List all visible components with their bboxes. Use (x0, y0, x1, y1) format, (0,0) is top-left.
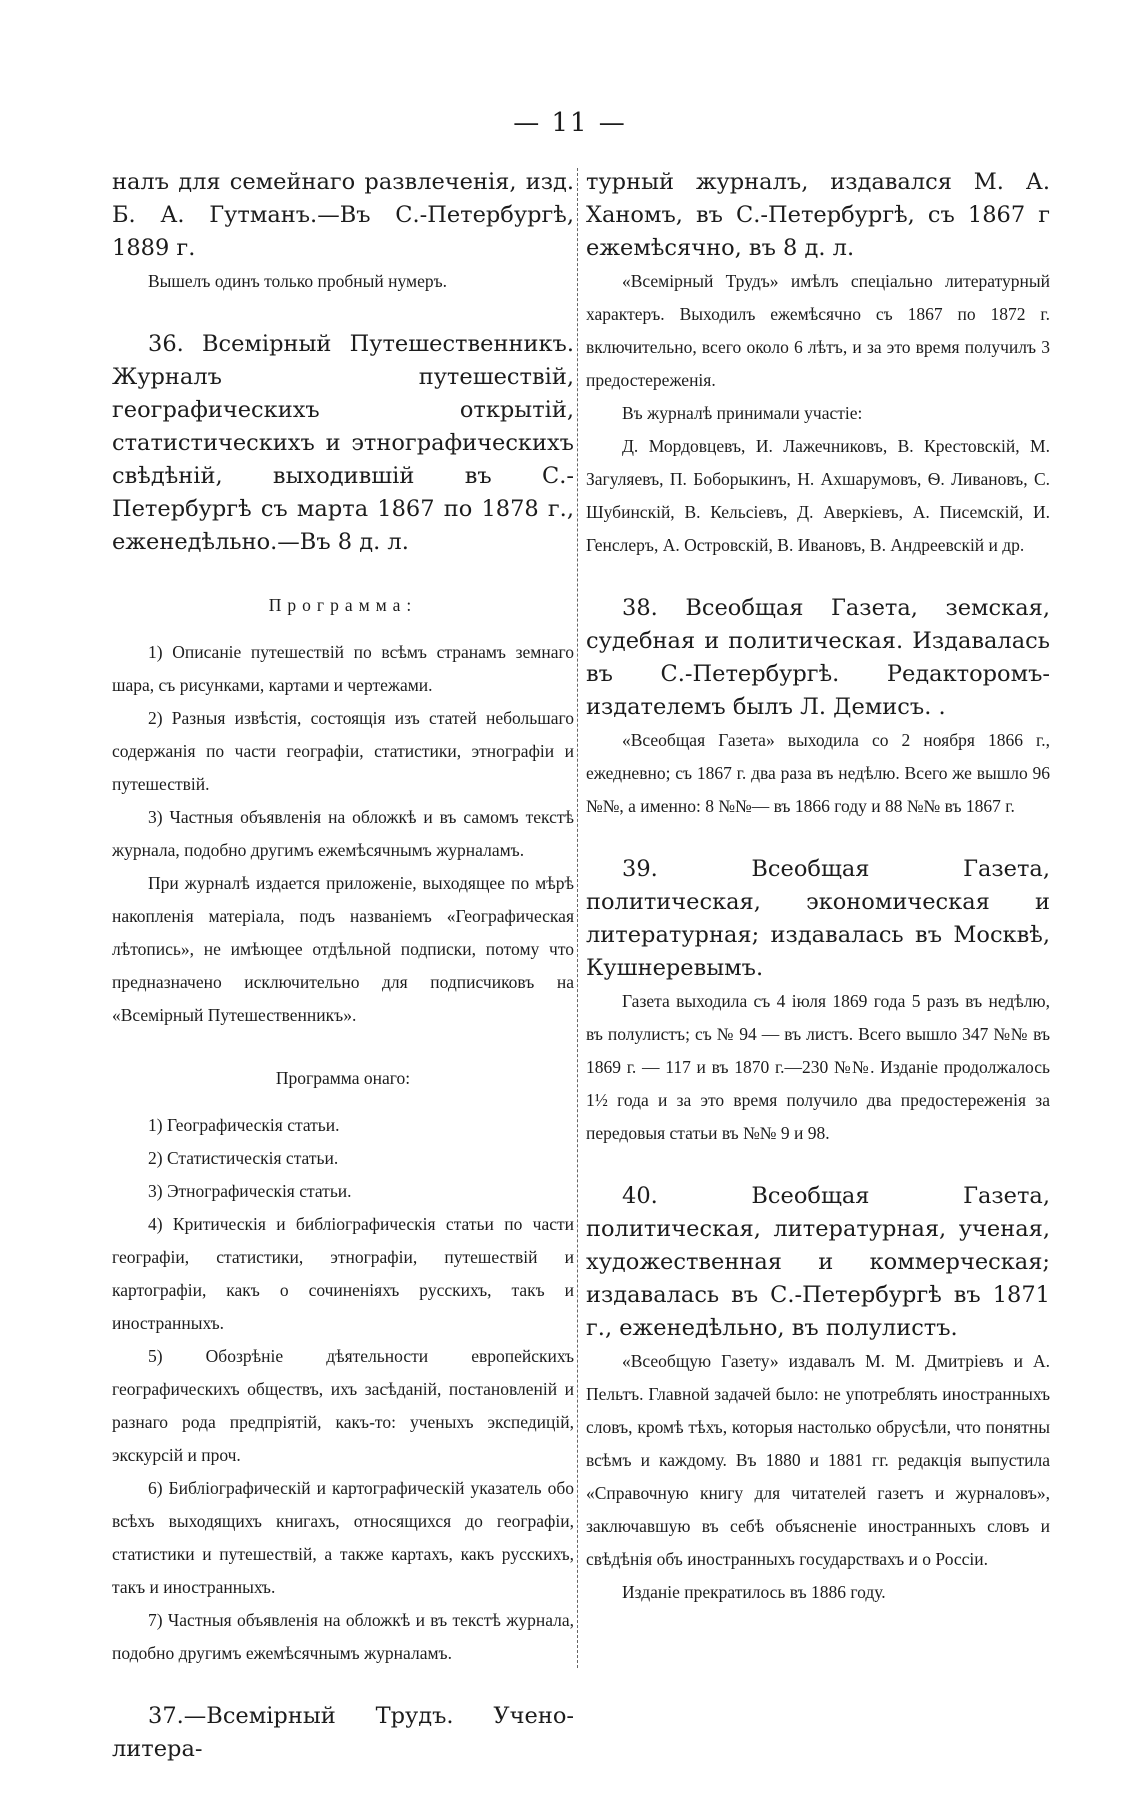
entry-38-heading: 38. Всеобщая Газета, земская, судебная и политическая. Издавалась въ С.-Петербургѣ. Редакторомъ-издателемъ былъ Л. Демисъ. . (586, 595, 1050, 720)
entry-39-heading: 39. Всеобщая Газета, политическая, экономическая и литературная; издавалась въ Москвѣ, Кушнеревымъ. (586, 856, 1050, 981)
entry-36-heading: 36. Всемірный Путешественникъ. Журналъ путешествій, географическихъ открытій, статистическихъ и этнографическихъ свѣдѣній, выходившій въ С.-Петербургѣ съ марта 1867 по 1878 г., еженедѣльно.—Въ 8 д. л. (112, 331, 574, 555)
entry-37-heading: 37.—Всемірный Трудъ. Учено-литера- (112, 1703, 574, 1762)
entry-35-tail: налъ для семейнаго развлеченія, изд. Б. А. Гутманъ.—Въ С.-Петербургѣ, 1889 г. (112, 169, 574, 261)
entry-37-description: «Всемірный Трудъ» имѣлъ спеціально литературный характеръ. Выходилъ ежемѣсячно съ 1867 по 1872 г. включительно, всего около 6 лѣтъ, и за это время получилъ 3 предостереженія. (586, 271, 1050, 390)
entry-40-end: Изданіе прекратилось въ 1886 году. (622, 1582, 886, 1602)
entry-38-description: «Всеобщая Газета» выходила со 2 ноября 1866 г., ежедневно; съ 1867 г. два раза въ недѣлю. Всего же вышло 96 №№, а именно: 8 №№— въ 1866 году и 88 №№ въ 1867 г. (586, 730, 1050, 816)
entry-37-participants-intro: Въ журналѣ принимали участіе: (622, 403, 863, 423)
program2-item: 2) Статистическія статьи. (148, 1148, 339, 1168)
entry-39-description: Газета выходила съ 4 іюля 1869 года 5 разъ въ недѣлю, въ полулистъ; съ № 94 — въ листъ. Всего вышло 347 №№ въ 1869 г. — 117 и въ 1870 г.—230 №№. Изданіе продолжалось 1½ года и за это время получило два предостереженія за передовыя статьи въ №№ 9 и 98. (586, 991, 1050, 1143)
program-title: Программа: (268, 595, 418, 615)
program-item: 2) Разныя извѣстія, состоящія изъ статей небольшаго содержанія по части географіи, статистики, этнографіи и путешествій. (112, 708, 574, 794)
program2-item: 5) Обозрѣніе дѣятельности европейскихъ географическихъ обществъ, ихъ засѣданій, постановленій и разнаго рода предпріятій, какъ-то: ученыхъ экспедицій, экскурсій и проч. (112, 1346, 574, 1465)
entry-37-tail: турный журналъ, издавался М. А. Ханомъ, въ С.-Петербургѣ, съ 1867 г ежемѣсячно, въ 8 д. л. (586, 169, 1050, 261)
entry-40-heading: 40. Всеобщая Газета, политическая, литературная, ученая, художественная и коммерческая; издавалась въ С.-Петербургѣ въ 1871 г., еженедѣльно, въ полулистъ. (586, 1183, 1050, 1341)
column-divider (577, 168, 578, 1668)
entry-40-description: «Всеобщую Газету» издавалъ М. М. Дмитріевъ и А. Пельтъ. Главной задачей было: не употреблять иностранныхъ словъ, кромѣ тѣхъ, которыя настолько обрусѣли, что понятны всѣмъ и каждому. Въ 1880 и 1881 гг. редакція выпустила «Справочную книгу для читателей газетъ и журналовъ», заключавшую въ себѣ объясненіе иностранныхъ словъ и свѣдѣнія объ иностранныхъ государствахъ и о Россіи. (586, 1351, 1050, 1569)
entry-35-note: Вышелъ одинъ только пробный нумеръ. (148, 271, 448, 291)
entry-37-participants: Д. Мордовцевъ, И. Лажечниковъ, В. Крестовскій, М. Загуляевъ, П. Боборыкинъ, Н. Ахшарумовъ, Ѳ. Ливановъ, С. Шубинскій, В. Кельсіевъ, Д. Аверкіевъ, А. Писемскій, И. Генслеръ, А. Островскій, В. Ивановъ, В. Андреевскій и др. (586, 436, 1050, 555)
program-item: 1) Описаніе путешествій по всѣмъ странамъ земнаго шара, съ рисунками, картами и чертежами. (112, 642, 574, 695)
program2-title: Программа онаго: (275, 1068, 411, 1088)
left-column (112, 166, 574, 1766)
program2-item: 3) Этнографическія статьи. (148, 1181, 352, 1201)
supplement-paragraph: При журналѣ издается приложеніе, выходящее по мѣрѣ накопленія матеріала, подъ названіемъ «Географическая лѣтопись», не имѣющее отдѣльной подписки, потому что предназначено исключительно для подписчиковъ на «Всемірный Путешественникъ». (112, 873, 574, 1025)
program2-item: 6) Библіографическій и картографическій указатель обо всѣхъ выходящихъ книгахъ, относящихся до географіи, статистики и путешествій, а также картахъ, какъ русскихъ, такъ и иностранныхъ. (112, 1478, 574, 1597)
program-item: 3) Частныя объявленія на обложкѣ и въ самомъ текстѣ журнала, подобно другимъ ежемѣсячнымъ журналамъ. (112, 807, 574, 860)
program2-item: 1) Географическія статьи. (148, 1115, 340, 1135)
program2-item: 4) Критическія и библіографическія статьи по части географіи, статистики, этнографіи, путешествій и картографіи, какъ о сочиненіяхъ русскихъ, такъ и иностранныхъ. (112, 1214, 574, 1333)
page-number: — 11 — (513, 108, 627, 138)
program2-item: 7) Частныя объявленія на обложкѣ и въ текстѣ журнала, подобно другимъ ежемѣсячнымъ журналамъ. (112, 1610, 574, 1663)
right-column (586, 166, 1050, 1609)
